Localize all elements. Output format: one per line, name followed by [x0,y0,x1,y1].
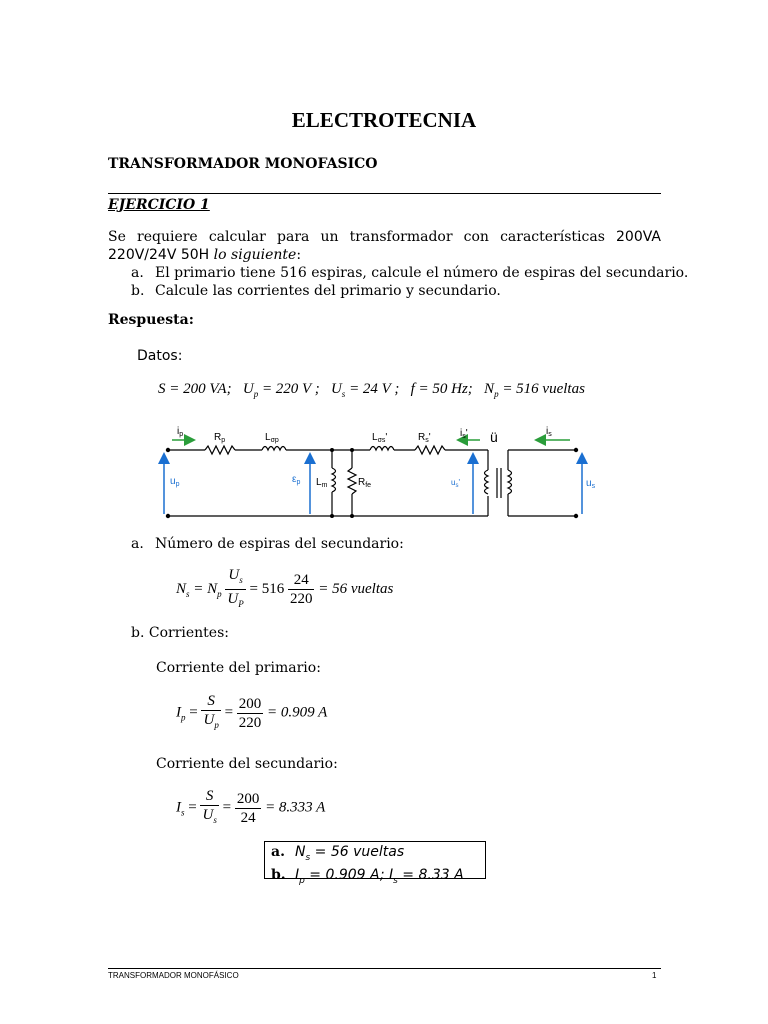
footer-title: TRANSFORMADOR MONOFÁSICO [108,971,239,980]
formula-part: I [176,799,181,816]
resistor-rp [205,446,235,454]
list-marker: a. [131,265,144,281]
frac-den: U [203,712,215,728]
frac-den: U [202,807,214,823]
terminal-dot [166,514,170,518]
fraction [288,571,315,608]
fraction [201,692,220,734]
primary-heading: Corriente del primario: [156,660,321,676]
formula-sub: s [186,588,190,599]
formula-sub: p [253,389,259,399]
formula-up: U [242,381,254,397]
answer-part: N [295,844,306,860]
statement-colon: : [296,247,302,263]
inductor-lm [332,468,336,492]
ip-formula: $I_p$ = $\frac{S}{U_p}$ = $\frac{200}{220}$ = 0.909 A [176,692,327,734]
is-formula: $I_s$ = $\frac{S}{U_s}$ = $\frac{200}{24}$ = 8.333 A [176,787,325,829]
formula-sub: p [181,712,186,723]
answer-part: = 56 vueltas [310,844,405,860]
list-item-text: El primario tiene 516 espiras, calcule el número de espiras del secundario. [155,265,689,281]
label-ep: $\varepsilon_p$ [292,474,301,486]
frac-den: 220 [289,591,313,607]
page-title: ELECTROTECNIA [291,108,477,132]
formula-f: f = 50 Hz; [410,381,473,397]
formula-sub: s [305,853,311,863]
formula-sub: p [214,720,219,730]
statement-prefix: Se requiere calcular para un transformador con características [108,229,617,245]
node-dot [350,514,354,518]
formula-sub: p [299,876,305,886]
label-rp: $R_p$ [214,432,226,444]
formula-part: = N [189,580,218,597]
label-lsp: $L_{\sigma p}$ [265,432,279,444]
frac-num: 200 [238,695,262,712]
formula-sub: s [213,815,217,825]
list-item [131,264,688,282]
fraction [200,787,218,829]
formula-up-value: = 220 V ; [258,381,320,397]
label-ip: $i_p$ [177,426,184,438]
fraction [235,790,262,827]
statement-values: 200VA 220V/24V 50H [108,229,661,263]
formula-result: = 56 vueltas [314,580,394,597]
fraction [237,695,264,732]
inductor-lss [370,447,394,451]
label-us-prime: $u_s'$ [451,478,460,489]
formula-np-value: = 516 vueltas [498,381,585,397]
section-a-title: Número de espiras del secundario: [155,536,404,552]
answer-line-b [271,867,479,890]
list-marker: a. [271,844,285,860]
label-up: $u_p$ [170,476,180,488]
answer-part: = 8.33 A [397,867,464,883]
terminal-dot [574,514,578,518]
resistor-rs [415,446,445,454]
node-dot [330,448,334,452]
frac-den: U [227,591,239,607]
fraction [225,566,245,613]
section-b-heading: b. Corrientes: [131,625,229,641]
frac-num: S [207,693,215,709]
secondary-heading: Corriente del secundario: [156,756,338,772]
formula-sub: s [341,389,346,399]
list-item [131,282,501,300]
formula-sub: s [393,876,398,886]
terminal-dot [574,448,578,452]
frac-den: 220 [238,714,262,731]
formula-result: = 8.333 A [261,799,326,816]
answer-part: I [295,867,300,883]
frac-num: 200 [236,790,260,807]
data-formula [158,381,585,399]
label-rfe: $R_{fe}$ [358,477,372,489]
label-is: $i_s$ [546,426,552,438]
answer-heading: Respuesta: [108,312,194,328]
ns-formula [176,566,393,613]
subtitle: TRANSFORMADOR MONOFASICO [108,156,378,172]
label-rs: $R_s'$ [418,432,431,444]
label-lss: $L_{\sigma s}'$ [372,432,388,444]
frac-den: 24 [240,809,256,826]
formula-sub: P [238,599,244,609]
node-dot [350,448,354,452]
terminal-dot [166,448,170,452]
statement-suffix: lo siguiente [209,247,297,263]
list-marker: b. [271,867,286,883]
problem-statement [108,228,661,264]
list-item-text: Calcule las corrientes del primario y secundario. [155,283,501,299]
section-rule [108,193,661,194]
list-marker: a. [131,536,144,552]
formula-part: I [176,704,181,721]
list-marker: b. [131,283,145,299]
answer-box [264,841,486,886]
label-is-prime: $i_s'$ [460,428,468,440]
footer-rule [108,968,661,969]
formula-sub: s [239,575,243,585]
formula-sub: p [494,389,499,399]
inductor-lsp [262,447,286,451]
formula-part: = 516 [245,580,285,597]
page-number: 1 [652,971,657,980]
node-dot [330,514,334,518]
formula-sub: p [217,588,222,599]
circuit-diagram [150,418,596,528]
formula-s: S = 200 VA; [158,381,232,397]
frac-num: U [228,567,240,583]
formula-us-value: = 24 V ; [345,381,400,397]
data-heading: Datos: [137,348,183,364]
answer-part: = 0.909 A; I [304,867,394,883]
section-a-heading [131,536,404,552]
exercise-title: EJERCICIO 1 [108,197,210,213]
resistor-rfe [348,468,356,494]
formula-np: N [484,381,495,397]
formula-us: U [330,381,342,397]
label-us: $u_s$ [586,478,596,490]
label-lm: $L_m$ [316,477,328,489]
answer-line-a [271,844,479,867]
transformer-primary-coil [485,470,489,494]
frac-num: S [205,788,214,804]
formula-part: N [176,580,187,597]
transformer-secondary-coil [508,470,512,494]
label-u-mark: ü [490,429,498,445]
formula-sub: s [181,807,185,818]
frac-num: 24 [288,571,315,590]
formula-result: = 0.909 A [263,704,328,721]
